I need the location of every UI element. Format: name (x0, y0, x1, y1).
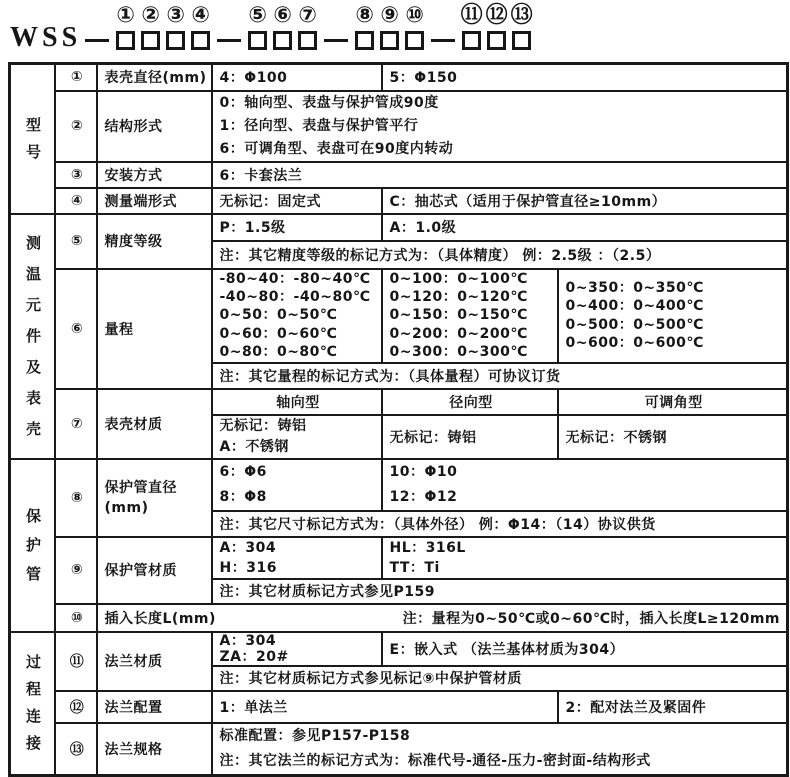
row10-note: 注：量程为0~50℃或0~60℃时，插入长度L≥120mm (402, 610, 780, 627)
group-label-tube (10, 459, 55, 632)
row7-value-radial: 无标记：铸铝 (382, 415, 558, 459)
position-number-5: ⑤ (248, 3, 267, 28)
code-position-7 (295, 3, 320, 50)
row5-option-1: P：1.5级 (212, 214, 382, 241)
row7-header-radial: 径向型 (382, 389, 558, 415)
row11-option-col2: E：嵌入式 （法兰基体材质为304） (382, 632, 788, 666)
row7-label: 表壳材质 (97, 389, 212, 459)
row5-number: ⑤ (55, 214, 97, 269)
row7-value-adjustable: 无标记：不锈钢 (558, 415, 788, 459)
material-item: ZA：20# (219, 648, 289, 665)
material-item: A：304 (219, 539, 277, 556)
row8-label-line: 保护管直径 (104, 479, 177, 496)
material-item: A：304 (219, 632, 277, 649)
row6-label: 量程 (97, 269, 212, 389)
dash-separator (431, 39, 455, 42)
position-number-9: ⑨ (380, 3, 399, 28)
position-number-6: ⑥ (273, 3, 292, 28)
code-position-6 (270, 3, 295, 50)
code-position-12 (484, 3, 509, 50)
row13-note: 注：其它法兰的标记方式为：标准代号-通径-压力-密封面-结构形式 (219, 752, 651, 769)
code-box-8 (355, 31, 374, 50)
material-item: 无标记：铸铝 (219, 417, 307, 434)
code-box-2 (141, 31, 160, 50)
row12-option-2: 2：配对法兰及紧固件 (558, 691, 788, 723)
diameter-item: 10：Φ10 (389, 463, 458, 480)
code-position-10 (402, 3, 427, 50)
range-item: 0~120：0~120℃ (389, 288, 528, 305)
row6-range-col3 (558, 269, 788, 363)
row9-number: ⑨ (55, 537, 97, 604)
code-box-7 (298, 31, 317, 50)
row11-note: 注：其它材质标记方式参见标记⑨中保护管材质 (212, 666, 788, 691)
row5-note: 注：其它精度等级的标记方式为：（具体精度） 例：2.5级 ：（2.5） (212, 241, 788, 269)
row1-number: ① (55, 64, 97, 91)
code-group-3 (352, 3, 427, 50)
position-number-4: ④ (191, 3, 210, 28)
position-number-8: ⑧ (355, 3, 374, 28)
row12-option-1: 1：单法兰 (212, 691, 558, 723)
code-box-4 (191, 31, 210, 50)
group-label-process (10, 632, 55, 776)
row10-cell (97, 604, 788, 632)
row6-range-col1 (212, 269, 382, 363)
row13-cell (212, 723, 788, 776)
group-label-model-text: 型号 (25, 115, 42, 161)
row5-option-2: A：1.0级 (382, 214, 788, 241)
group-label-element (10, 214, 55, 459)
row3-option-1: 6：卡套法兰 (212, 162, 788, 188)
range-item: 0~500：0~500℃ (565, 316, 704, 333)
row1-option-1: 4：Φ100 (212, 64, 382, 91)
row13-label: 法兰规格 (97, 723, 212, 776)
position-number-7: ⑦ (298, 3, 317, 28)
row7-header-axial: 轴向型 (212, 389, 382, 415)
row9-note: 注：其它材质标记方式参见P159 (212, 579, 788, 604)
row9-option-col2 (382, 537, 788, 579)
code-position-2 (138, 3, 163, 50)
position-number-11: ⑪ (460, 3, 483, 28)
row7-number: ⑦ (55, 389, 97, 459)
row8-number: ⑧ (55, 459, 97, 537)
range-item: 0~350：0~350℃ (565, 279, 704, 296)
row8-option-col1 (212, 459, 382, 511)
material-item: HL：316L (389, 539, 466, 556)
row8-note: 注：其它尺寸标记方式为：（具体外径） 例：Φ14：（14）协议供货 (212, 511, 788, 537)
dash-separator (85, 39, 109, 42)
model-code-formula (10, 3, 534, 53)
code-position-13 (509, 3, 534, 50)
code-box-6 (273, 31, 292, 50)
row4-option-1: 无标记：固定式 (212, 188, 382, 214)
diameter-item: 6：Φ6 (219, 463, 267, 480)
row8-label (97, 459, 212, 537)
code-box-10 (405, 31, 424, 50)
row8-label-line: (mm) (104, 499, 149, 516)
group-label-tube-text: 保护管 (25, 506, 42, 583)
code-box-11 (462, 31, 481, 50)
range-item: 0~100：0~100℃ (389, 270, 528, 287)
range-item: 0~200：0~200℃ (389, 325, 528, 342)
row3-number: ③ (55, 162, 97, 188)
diameter-item: 12：Φ12 (389, 488, 458, 505)
row7-value-axial (212, 415, 382, 459)
range-item: -40~80：-40~80℃ (219, 288, 371, 305)
code-group-4 (459, 3, 534, 50)
code-position-4 (188, 3, 213, 50)
row8-option-col2 (382, 459, 788, 511)
code-box-5 (248, 31, 267, 50)
row2-option-1: 0：轴向型、表盘与保护管成90度 (219, 94, 439, 111)
range-item: -80~40：-80~40℃ (219, 270, 371, 287)
row2-label: 结构形式 (97, 91, 212, 162)
row1-option-2: 5：Φ150 (382, 64, 788, 91)
row5-label: 精度等级 (97, 214, 212, 269)
material-item: A：不锈钢 (219, 438, 289, 455)
code-box-12 (487, 31, 506, 50)
diameter-item: 8：Φ8 (219, 488, 267, 505)
row9-option-col1 (212, 537, 382, 579)
row10-label: 插入长度L(mm) (104, 610, 216, 627)
code-box-3 (166, 31, 185, 50)
code-position-8 (352, 3, 377, 50)
range-item: 0~60：0~60℃ (219, 325, 338, 342)
code-position-1 (113, 3, 138, 50)
code-box-13 (512, 31, 531, 50)
row10-number: ⑩ (55, 604, 97, 632)
group-label-model (10, 64, 55, 214)
position-number-2: ② (141, 3, 160, 28)
row13-number: ⑬ (55, 723, 97, 776)
group-label-process-text: 过程连接 (25, 653, 42, 753)
row2-number: ② (55, 91, 97, 162)
code-box-1 (116, 31, 135, 50)
row6-note: 注：其它量程的标记方式为：（具体量程）可协议订货 (212, 363, 788, 389)
row4-option-2: C：抽芯式（适用于保护管直径≥10mm） (382, 188, 788, 214)
code-position-11 (459, 3, 484, 50)
position-number-3: ③ (166, 3, 185, 28)
row7-header-adjustable: 可调角型 (558, 389, 788, 415)
range-item: 0~600：0~600℃ (565, 334, 704, 351)
range-item: 0~150：0~150℃ (389, 307, 528, 324)
row9-label: 保护管材质 (97, 537, 212, 604)
material-item: TT：Ti (389, 559, 440, 576)
row11-label: 法兰材质 (97, 632, 212, 691)
code-group-1 (113, 3, 213, 50)
row2-option-3: 6：可调角型、表盘可在90度内转动 (219, 140, 454, 157)
row6-number: ⑥ (55, 269, 97, 389)
row12-number: ⑫ (55, 691, 97, 723)
range-item: 0~80：0~80℃ (219, 344, 338, 361)
range-item: 0~400：0~400℃ (565, 298, 704, 315)
row6-range-col2 (382, 269, 558, 363)
range-item: 0~300：0~300℃ (389, 344, 528, 361)
row13-standard-config: 标准配置：参见P157-P158 (219, 727, 411, 744)
dash-separator (217, 39, 241, 42)
row12-label: 法兰配置 (97, 691, 212, 723)
row11-number: ⑪ (55, 632, 97, 691)
row3-label: 安装方式 (97, 162, 212, 188)
row4-number: ④ (55, 188, 97, 214)
code-group-2 (245, 3, 320, 50)
code-position-5 (245, 3, 270, 50)
group-label-element-text: 测温元件及表壳 (25, 233, 42, 438)
spec-table (8, 62, 789, 777)
range-item: 0~50：0~50℃ (219, 307, 338, 324)
model-prefix: WSS (10, 22, 82, 53)
material-item: H：316 (219, 559, 277, 576)
row4-label: 测量端形式 (97, 188, 212, 214)
row2-option-2: 1：径向型、表盘与保护管平行 (219, 117, 419, 134)
row1-label: 表壳直径(mm) (97, 64, 212, 91)
code-box-9 (380, 31, 399, 50)
position-number-1: ① (116, 3, 135, 28)
dash-separator (324, 39, 348, 42)
position-number-10: ⑩ (405, 3, 424, 28)
code-position-9 (377, 3, 402, 50)
position-number-13: ⑬ (510, 3, 533, 28)
row2-options (212, 91, 788, 162)
code-position-3 (163, 3, 188, 50)
row11-option-col1 (212, 632, 382, 666)
position-number-12: ⑫ (485, 3, 508, 28)
